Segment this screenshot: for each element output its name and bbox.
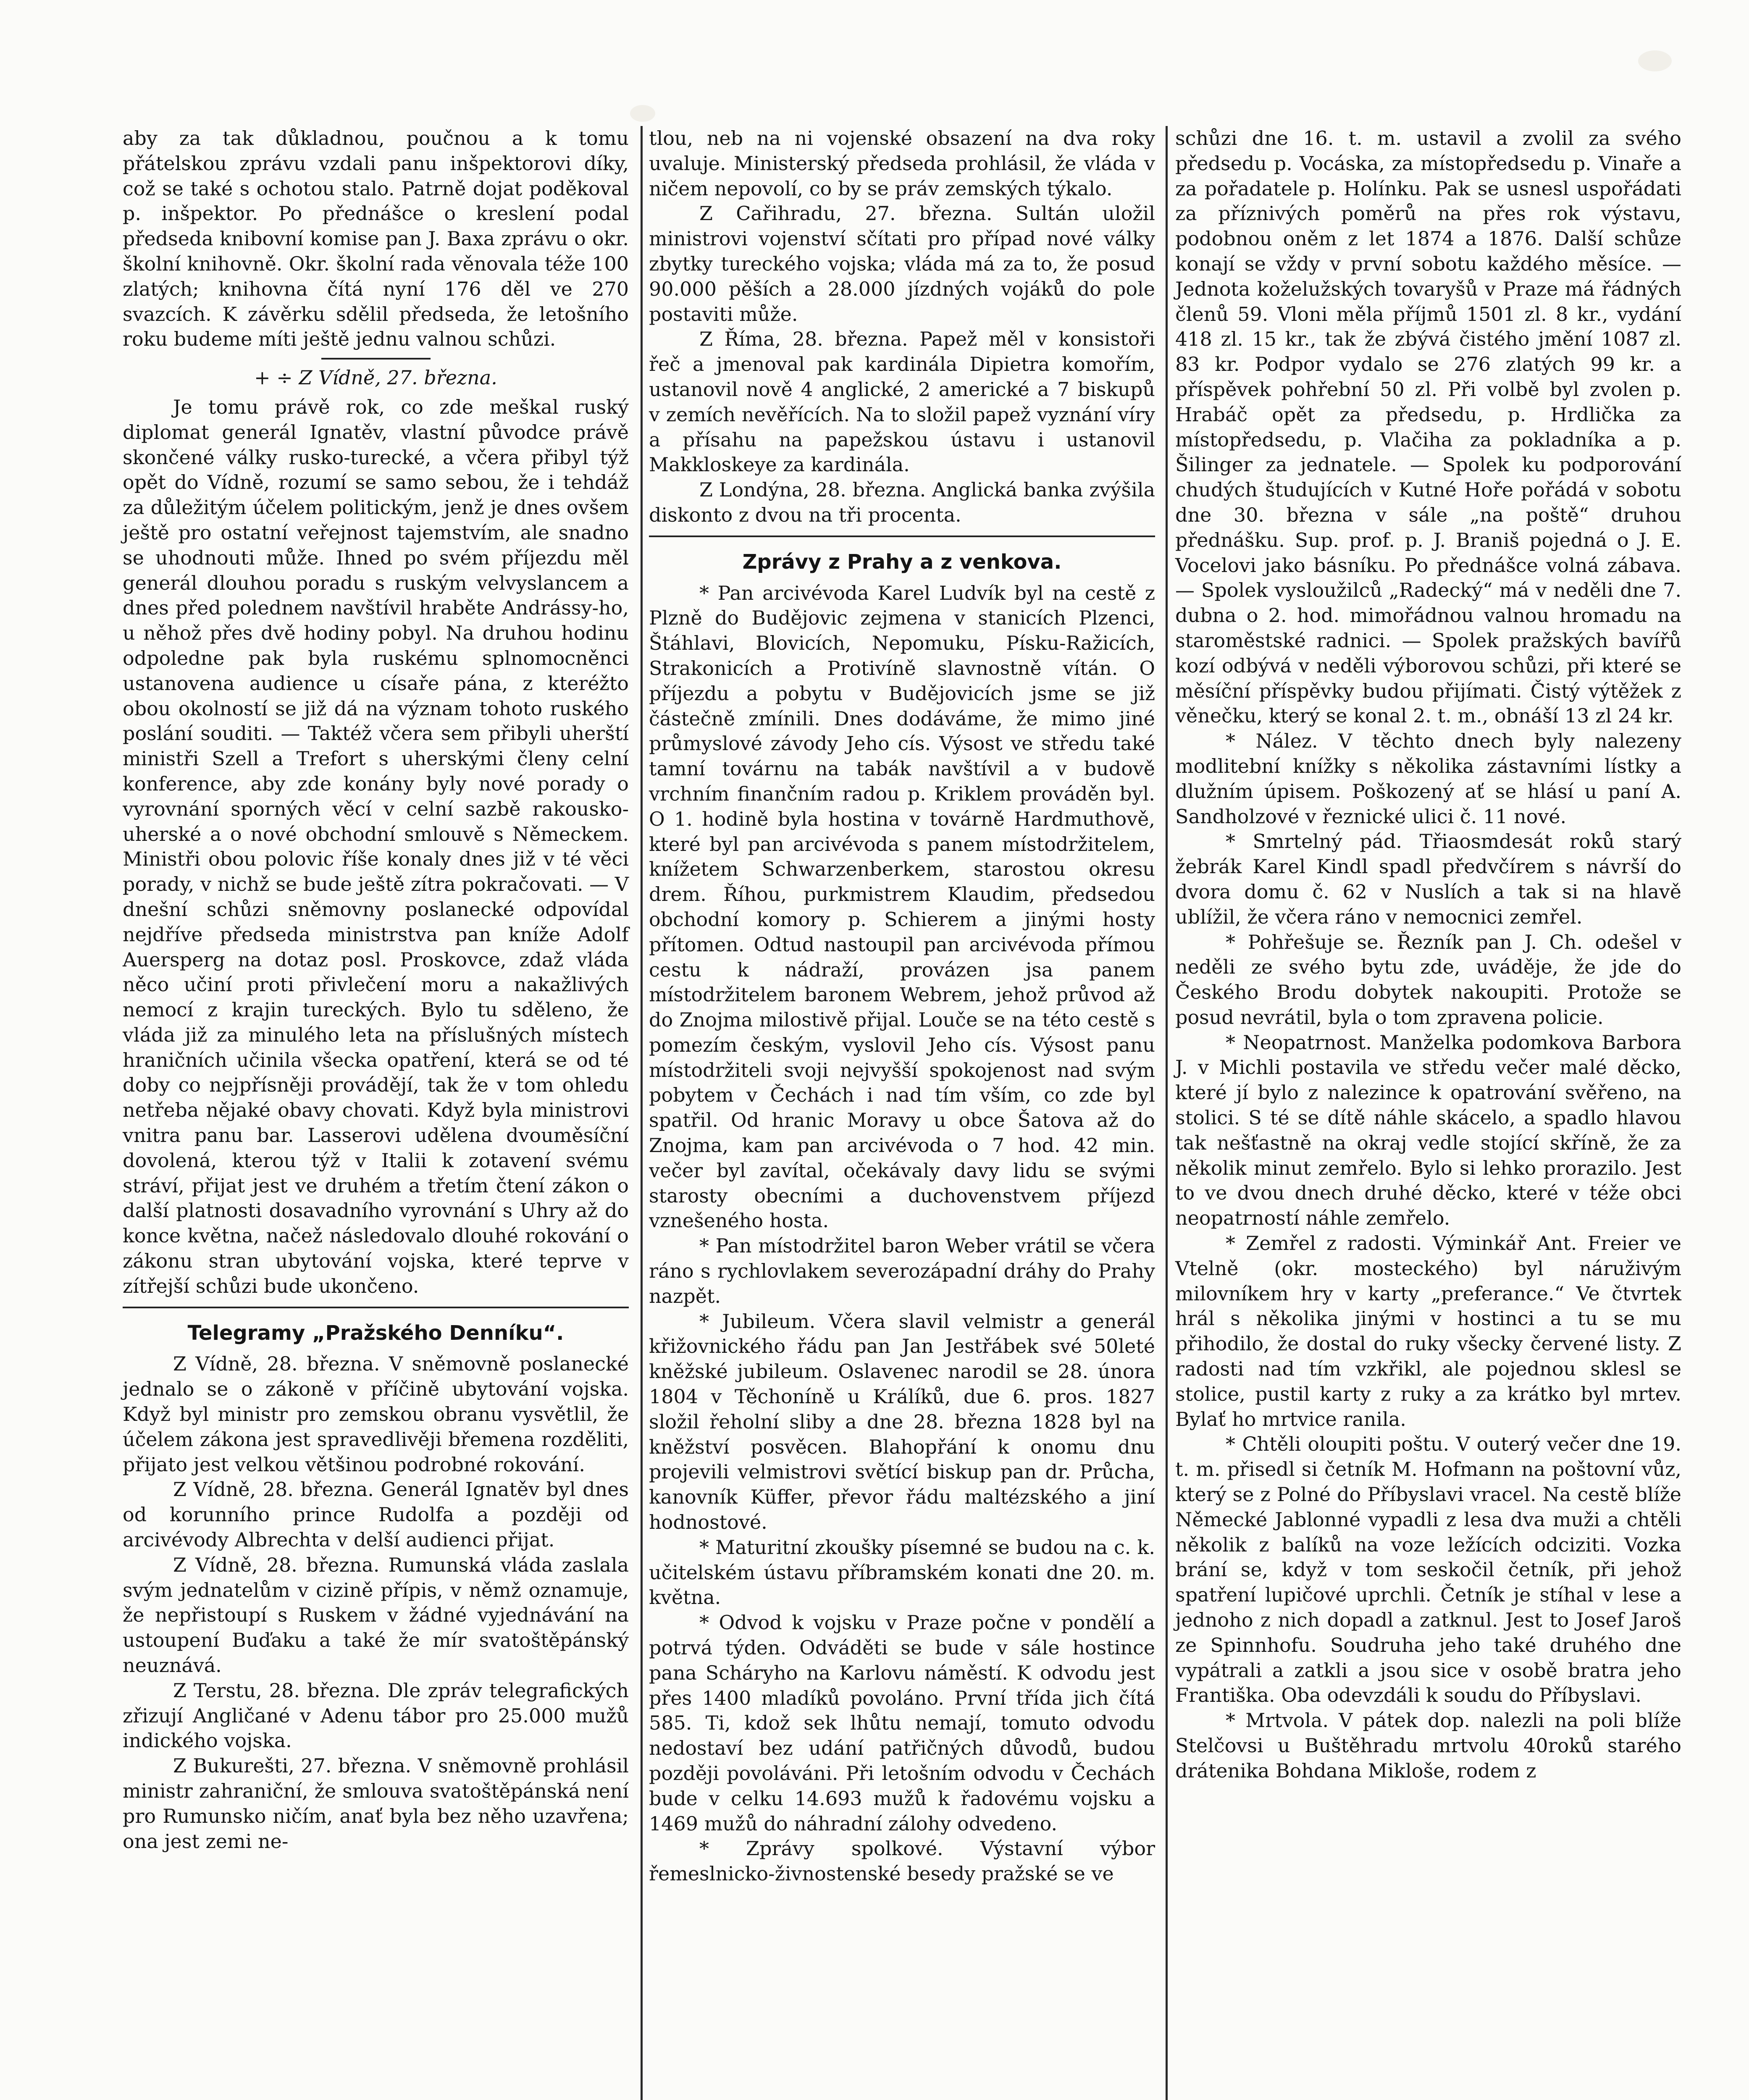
paragraph: Z Vídně, 28. března. Rumunská vláda zaslala svým jednatelům v cizině přípis, v němž oznamuje, že nepřistoupí s Ruskem v žádné vyjednávání na ustoupení Buďaku a také že mír svatoštěpánský neuznává. <box>123 1553 629 1677</box>
paragraph: * Pohřešuje se. Řezník pan J. Ch. odešel v neděli ze svého bytu zde, uváděje, že jde do Českého Brodu dobytek nakoupiti. Protože se posud nevrátil, byla o tom zpravena policie. <box>1175 930 1681 1029</box>
column-rule <box>1166 126 1168 2100</box>
paragraph: Z Cařihradu, 27. března. Sultán uložil ministrovi vojenství sčítati pro případ nové války zbytky tureckého vojska; vláda má za to, že posud 90.000 pěších a 28.000 jízdných vojáků do pole postaviti může. <box>649 202 1155 326</box>
paragraph: * Mrtvola. V pátek dop. nalezli na poli blíže Stelčovsi u Buštěhradu mrtvolu 40roků starého drátenika Bohdana Mikloše, rodem z <box>1175 1709 1681 1782</box>
paragraph: schůzi dne 16. t. m. ustavil a zvolil za svého předsedu p. Vocáska, za místopředsedu p. Vinaře a za pořadatele p. Holínku. Pak se usnesl uspořádati za příznivých poměrů na přes rok výstavu, podobnou oněm z let 1874 a 1876. Další schůze konají se vždy v první sobotu každého měsíce. — Jednota koželužských tovaryšů v Praze má řádných členů 59. Vloni měla příjmů 1501 zl. 8 kr., vydání 418 zl. 15 kr., tak že zbývá čistého jmění 1087 zl. 83 kr. Podpor vydalo se 276 zlatých 99 kr. a příspěvek pohřební 50 zl. Při volbě byl zvolen p. Hrabáč opět za předsedu, p. Hrdlička za místopředsedu, p. Vlačiha za pokladníka a p. Šilinger za jednatele. — Spolek ku podporování chudých študujících v Kutné Hoře pořádá v sobotu dne 30. března v sále „na poště“ druhou přednášku. Sup. prof. p. J. Braniš pojedná o J. E. Vocelovi jako básníku. Po přednášce volná zábava. — Spolek vysloužilců „Radecký“ má v neděli dne 7. dubna o 2. hod. mimořádnou valnou hromadu na staroměstské radnici. — Spolek pražských bavířů kozí odbývá v neděli výborovou schůzi, při které se měsíční příspěvky budou přijímati. Čistý výtěžek z věnečku, který se konal 2. t. m., obnáší 13 zl 24 kr. <box>1175 127 1681 727</box>
separator <box>649 536 1155 537</box>
paragraph: * Odvod k vojsku v Praze počne v pondělí a potrvá týden. Odváděti se bude v sále hostince pana Scháryho na Karlovu náměstí. K odvodu jest přes 1400 mladíků povoláno. První třída jich čítá 585. Ti, kdož sek lhůtu nemají, tomuto odvodu nedostaví bez udání patřičných důvodů, budou později povoláváni. Při letošním odvodu v Čechách bude v celku 14.693 mužů k řadovému vojsku a 1469 mužů do náhradní zálohy odvedeno. <box>649 1611 1155 1835</box>
separator <box>321 358 431 360</box>
paragraph: * Maturitní zkoušky písemné se budou na c. k. učitelském ústavu příbramském konati dne 20. m. května. <box>649 1536 1155 1609</box>
paragraph: * Neopatrnost. Manželka podomkova Barbora J. v Michli postavila ve středu večer malé děcko, které jí bylo z nalezince k opatrování svěřeno, na stolici. S té se dítě náhle skácelo, a spadlo hlavou tak nešťastně na okraj vedle stojící skříně, že za několik minut zemřelo. Bylo si lehko prorazilo. Jest to ve dvou dnech druhé děcko, které v téže obci neopatrností náhle zemřelo. <box>1175 1031 1681 1230</box>
paragraph: Z Londýna, 28. března. Anglická banka zvýšila diskonto z dvou na tři procenta. <box>649 478 1155 526</box>
paragraph: * Chtěli oloupiti poštu. V outerý večer dne 19. t. m. přisedl si četník M. Hofmann na poštovní vůz, který se z Polné do Příbyslavi vracel. Na cestě blíže Německé Jablonné vypadli z lesa dva muži a chtěli několik z balíků na voze ležících odciziti. Vozka brání se, když v tom seskočil četník, při jehož spatření lupičové uprchli. Četník je stíhal v lese a jednoho z nich dopadl a zatknul. Jest to Josef Jaroš ze Spinnhofu. Soudruha jeho také druhého dne vypátrali a zatkli a jsou sice v osobě bratra jeho Františka. Oba odevzdáli k soudu do Příbyslavi. <box>1175 1433 1681 1707</box>
paragraph: aby za tak důkladnou, poučnou a k tomu přátelskou zprávu vzdali panu inšpektorovi díky, což se také s ochotou stalo. Patrně dojat poděkoval p. inšpektor. Po přednášce o kreslení podal předseda knibovní komise pan J. Baxa zprávu o okr. školní knihovně. Okr. školní rada věnovala téže 100 zlatých; knihovna čítá nyní 176 děl ve 270 svazcích. K závěrku sdělil předseda, že letošního roku budeme míti ještě jednu valnou schůzi. <box>123 127 629 351</box>
paragraph: Z Vídně, 28. března. V sněmovně poslanecké jednalo se o zákoně v příčině ubytování vojska. Když byl ministr pro zemskou obranu vysvětlil, že účelem zákona jest spravedlivěji břemena rozděliti, přijato jest velkou většinou podrobné rokování. <box>123 1352 629 1476</box>
paragraph: * Smrtelný pád. Třiaosmdesát roků starý žebrák Karel Kindl spadl předvčírem s návrší do dvora domu č. 62 v Nuslích a tak si na hlavě ublížil, že včera ráno v nemocnici zemřel. <box>1175 830 1681 928</box>
dateline: + ÷ Z Vídně, 27. března. <box>254 366 497 389</box>
paragraph: * Jubileum. Včera slavil velmistr a generál křižovnického řádu pan Jan Jestřábek své 50leté kněžské jubileum. Oslavenec narodil se 28. února 1804 v Těchoníně u Králíků, due 6. pros. 1827 složil řeholní sliby a dne 28. března 1828 byl na kněžství posvěcen. Blahopřání k onomu dnu projevili velmistrovi světící biskup pan dr. Průcha, kanovník Küffer, převor řádu maltézského a jiní hodnostové. <box>649 1310 1155 1534</box>
paper-stain <box>1638 50 1672 71</box>
paragraph: Z Terstu, 28. března. Dle zpráv telegrafických zřizují Angličané v Adenu tábor pro 25.000 mužů indického vojska. <box>123 1679 629 1752</box>
separator <box>123 1307 629 1308</box>
paragraph: * Zemřel z radosti. Výminkář Ant. Freier ve Vtelně (okr. mosteckého) byl náruživým milovníkem hry v karty „preferance.“ Ve čtvrtek hrál s několika jinými v hostinci a tu se mu přihodilo, že dostal do ruky všecky červené listy. Z radosti nad tím vzkřikl, ale pojednou sklesl se stolice, pustil karty z ruky a za krátko byl mrtev. Bylať ho mrtvice ranila. <box>1175 1232 1681 1431</box>
column-rule <box>641 126 643 2100</box>
column-1 <box>123 126 629 1854</box>
paragraph: * Nález. V těchto dnech byly nalezeny modlitební knížky s několika zástavními lístky a dlužním úpisem. Poškozený ať se hlásí u paní A. Sandholzové v řeznické ulici č. 11 nové. <box>1175 730 1681 828</box>
section-heading: Telegramy „Pražského Denníku“. <box>187 1321 564 1345</box>
paragraph: * Pan arcivévoda Karel Ludvík byl na cestě z Plzně do Budějovic zejmena v stanicích Plzenci, Štáhlavi, Blovicích, Nepomuku, Písku-Ražicích, Strakonicích a Protivíně slavnostně vítán. O příjezdu a pobytu v Budějovicích jsme se již částečně zmínili. Dnes dodáváme, že mimo jiné průmyslové závody Jeho cís. Výsost ve středu také tamní továrnu na tabák navštívil a v budově vrchním finančním radou p. Kriklem prováděn byl. O 1. hodině byla hostina v továrně Hardmuthově, které byl pan arcivévoda s panem místodržitelem, knížetem Schwarzenberkem, starostou okresu drem. Říhou, purkmistrem Klaudim, předsedou obchodní komory p. Schierem a jinými hosty přítomen. Odtud nastoupil pan arcivévoda přímou cestu k nádraží, provázen jsa panem místodržitelem baronem Webrem, jehož průvod až do Znojma milostivě přijal. Louče se na této cestě s pomezím českým, vyslovil Jeho cís. Výsost panu místodržiteli svoji nejvyšší spokojenost nad svým pobytem v Čechách i nad tím vším, co zde byl spatřil. Od hranic Moravy u obce Šatova až do Znojma, kam pan arcivévoda o 7 hod. 42 min. večer byl zavítal, očekávaly davy lidu se svými starosty obecními a duchovenstvem příjezd vznešeného hosta. <box>649 581 1155 1232</box>
paragraph: Je tomu právě rok, co zde meškal ruský diplomat generál Ignatěv, vlastní původce právě skončené války rusko-turecké, a včera přibyl týž opět do Vídně, rozumí se samo sebou, že i tehdáž za důležitým účelem politickým, jenž je dnes ovšem ještě pro ostatní veřejnost tajemstvím, ale snadno se uhodnouti může. Ihned po svém příjezdu měl generál dlouhou poradu s ruským velvyslancem a dnes před polednem navštívil hraběte Andrássy-ho, u něhož přes dvě hodiny pobyl. Na druhou hodinu odpoledne pak byla ruskému splnomocněnci ustanovena audience u císaře pána, z kteréžto obou okolností se již dá na význam tohoto ruského poslání souditi. — Taktéž včera sem přibyli uherští ministři Szell a Trefort s uherskými členy celní konference, aby zde konány byly nové porady o vyrovnání sporných věcí v celní sazbě rakousko-uherské a o nové obchodní smlouvě s Německem. Ministři obou polovic říše konaly dnes již v té věci porady, v nichž se bude ještě zítra pokračovati. — V dnešní schůzi sněmovny poslanecké odpovídal nejdříve předseda ministrstva pan kníže Adolf Auersperg na dotaz posl. Proskovce, zdaž vláda něco učiní proti přivlečení moru a nakažlivých nemocí z krajin tureckých. Bylo tu sděleno, že vláda již za minulého leta na příslušných místech hraničních učinila všecka opatření, která se od té doby co nejpřísněji provádějí, tak že v tom ohledu netřeba nějaké obavy chovati. Když byla ministrovi vnitra panu bar. Lasserovi udělena dvouměsíční dovolená, kterou týž v Italii k zotavení svému stráví, přijat jest ve druhém a třetím čtení zákon o další platnosti dosavadního vyrovnání s Uhry až do konce května, načež následovalo dlouhé rokování o zákonu stran ubytování vojska, které teprve v zítřejší schůzi bude ukončeno. <box>123 395 629 1297</box>
paragraph: tlou, neb na ni vojenské obsazení na dva roky uvaluje. Ministerský předseda prohlásil, že vláda v ničem nepovolí, co by se práv zemských týkalo. <box>649 127 1155 200</box>
paragraph: * Pan místodržitel baron Weber vrátil se včera ráno s rychlovlakem severozápadní dráhy do Prahy nazpět. <box>649 1234 1155 1307</box>
paper-stain <box>630 105 655 122</box>
paragraph: Z Říma, 28. března. Papež měl v konsistoři řeč a jmenoval pak kardinála Dipietra komořím, ustanovil nově 4 anglické, 2 americké a 7 biskupů v zemích nevěřících. Na to složil papež vyznání víry a přísahu na papežskou ústavu i ustanovil Makkloskeye za kardinála. <box>649 328 1155 476</box>
column-3 <box>1175 126 1681 1784</box>
paragraph: Z Bukurešti, 27. března. V sněmovně prohlásil ministr zahraniční, že smlouva svatoštěpánská není pro Rumunsko ničím, anať byla bez něho uzavřena; ona jest zemi ne- <box>123 1754 629 1853</box>
section-heading: Zprávy z Prahy a z venkova. <box>742 550 1062 574</box>
paragraph: Z Vídně, 28. března. Generál Ignatěv byl dnes od korunního prince Rudolfa a později od arcivévody Albrechta v delší audienci přijat. <box>123 1478 629 1551</box>
paragraph: * Zprávy spolkové. Výstavní výbor řemeslnicko-živnostenské besedy pražské se ve <box>649 1837 1155 1885</box>
column-2 <box>649 126 1155 1887</box>
